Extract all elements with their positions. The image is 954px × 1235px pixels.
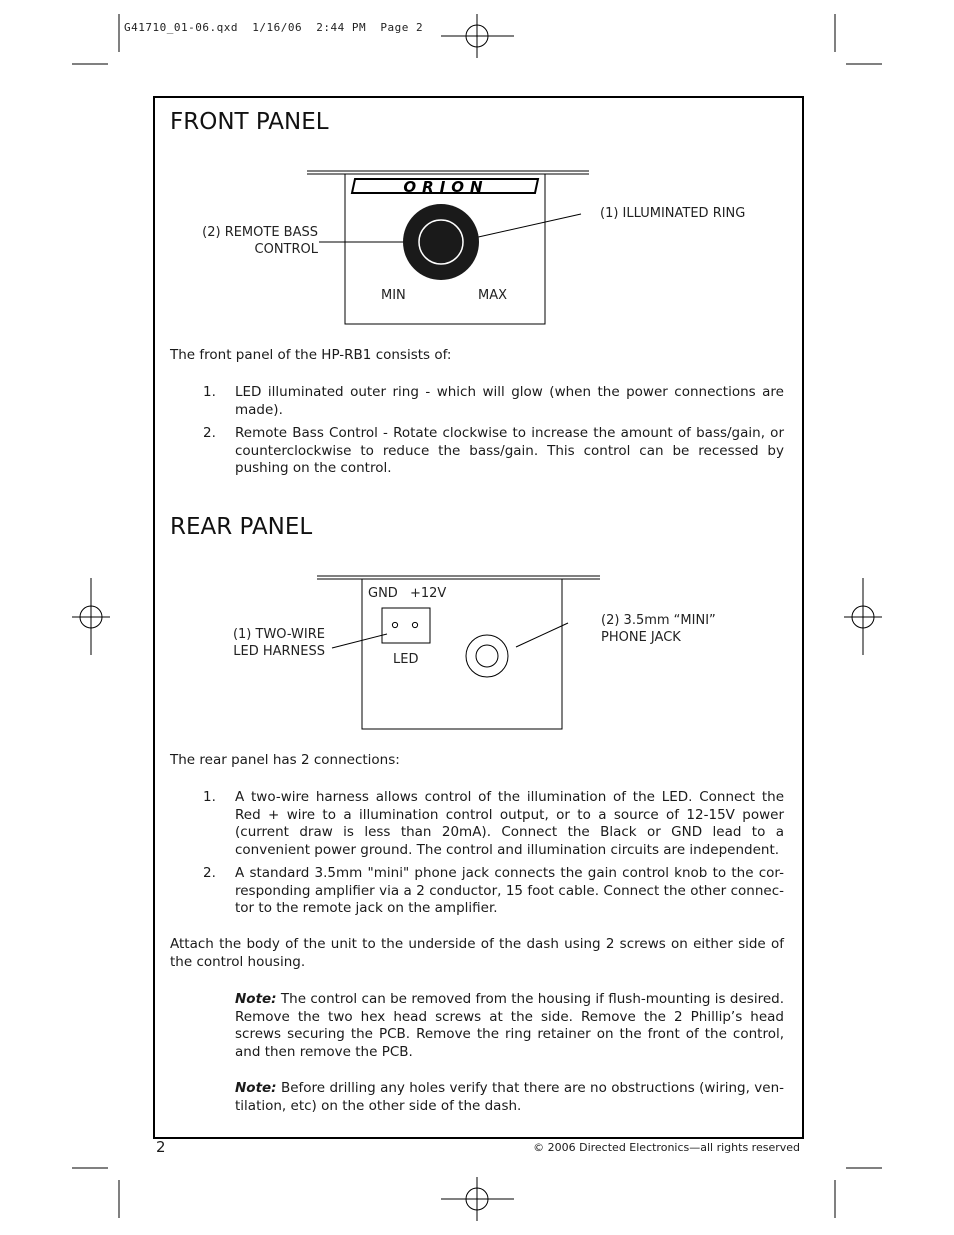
label-led-harness: (1) TWO-WIRE LED HARNESS [232, 627, 325, 659]
label-phone-jack: (2) 3.5mm “MINI” PHONE JACK [601, 613, 716, 645]
connector-pin-12v [412, 622, 417, 627]
front-item-1-text: LED illuminated outer ring - which will glow (when the power connections are made). [235, 384, 784, 418]
phone-jack-outer [466, 635, 508, 677]
led-connector [382, 608, 430, 643]
copyright: © 2006 Directed Electronics—all rights reserved [533, 1141, 800, 1154]
note-label: Note: [235, 991, 277, 1007]
front-item-2-number: 2. [203, 425, 216, 441]
label-min: MIN [381, 288, 406, 303]
attach-instructions: Attach the body of the unit to the underside of the dash using 2 screws on either side of the control housing. [170, 936, 784, 970]
front-intro: The front panel of the HP-RB1 consists of: [170, 347, 452, 363]
label-led: LED [393, 652, 419, 667]
label-illuminated-ring: (1) ILLUMINATED RING [600, 206, 746, 221]
rear-item-2-text: A standard 3.5mm "mini" phone jack connects the gain control knob to the cor-responding amplifier via a 2 conductor, 15 foot cable. Connect the other connec-tor to the remote jack on the amplifier. [235, 865, 784, 916]
front-item-1-number: 1. [203, 384, 216, 400]
note-text: Before drilling any holes verify that there are no obstructions (wiring, ven-tilation, etc) on the other side of the dash. [235, 1080, 784, 1114]
registration-target-top [441, 14, 514, 58]
label-max: MAX [478, 288, 508, 303]
label-remote-bass-control: (2) REMOTE BASS CONTROL [202, 225, 318, 257]
note-removal [235, 991, 784, 1061]
logo-text: ORION [403, 178, 489, 196]
registration-target-bottom [441, 1177, 514, 1221]
illuminated-ring [419, 220, 463, 264]
front-panel-heading: FRONT PANEL [170, 109, 329, 135]
rear-panel-heading: REAR PANEL [170, 514, 313, 540]
rear-item-2-number: 2. [203, 865, 216, 881]
print-slug: G41710_01-06.qxd 1/16/06 2:44 PM Page 2 [124, 21, 424, 34]
note-drilling [235, 1080, 784, 1115]
page-number: 2 [156, 1138, 166, 1156]
phone-jack-inner [476, 645, 498, 667]
label-12v: +12V [410, 586, 447, 601]
label-gnd: GND [368, 586, 398, 601]
note-text: The control can be removed from the housing if flush-mounting is desired. Remove the two hex head screws at the side. Remove the 2 Phillip’s head screws securing the PCB. Remove the ring retainer on the front of the control, and then remove the PCB. [235, 991, 784, 1060]
rear-panel-diagram [310, 570, 610, 735]
note-label: Note: [235, 1080, 277, 1096]
orion-logo [352, 178, 538, 196]
rear-item-1-number: 1. [203, 789, 216, 805]
registration-target-right [844, 578, 882, 655]
front-panel-diagram [300, 165, 600, 330]
connector-pin-gnd [392, 622, 397, 627]
rear-intro: The rear panel has 2 connections: [170, 752, 400, 768]
registration-target-left [72, 578, 110, 655]
front-item-2-text: Remote Bass Control - Rotate clockwise to increase the amount of bass/gain, or counterclockwise to reduce the bass/gain. This control can be recessed by pushing on the control. [235, 425, 784, 476]
rear-item-1-text: A two-wire harness allows control of the illumination of the LED. Connect the Red + wire to a illumination control output, or to a source of 12-15V power (current draw is less than 20mA). Connect the Black or GND lead to a convenient power ground. The control and illumination circuits are independent. [235, 789, 784, 858]
